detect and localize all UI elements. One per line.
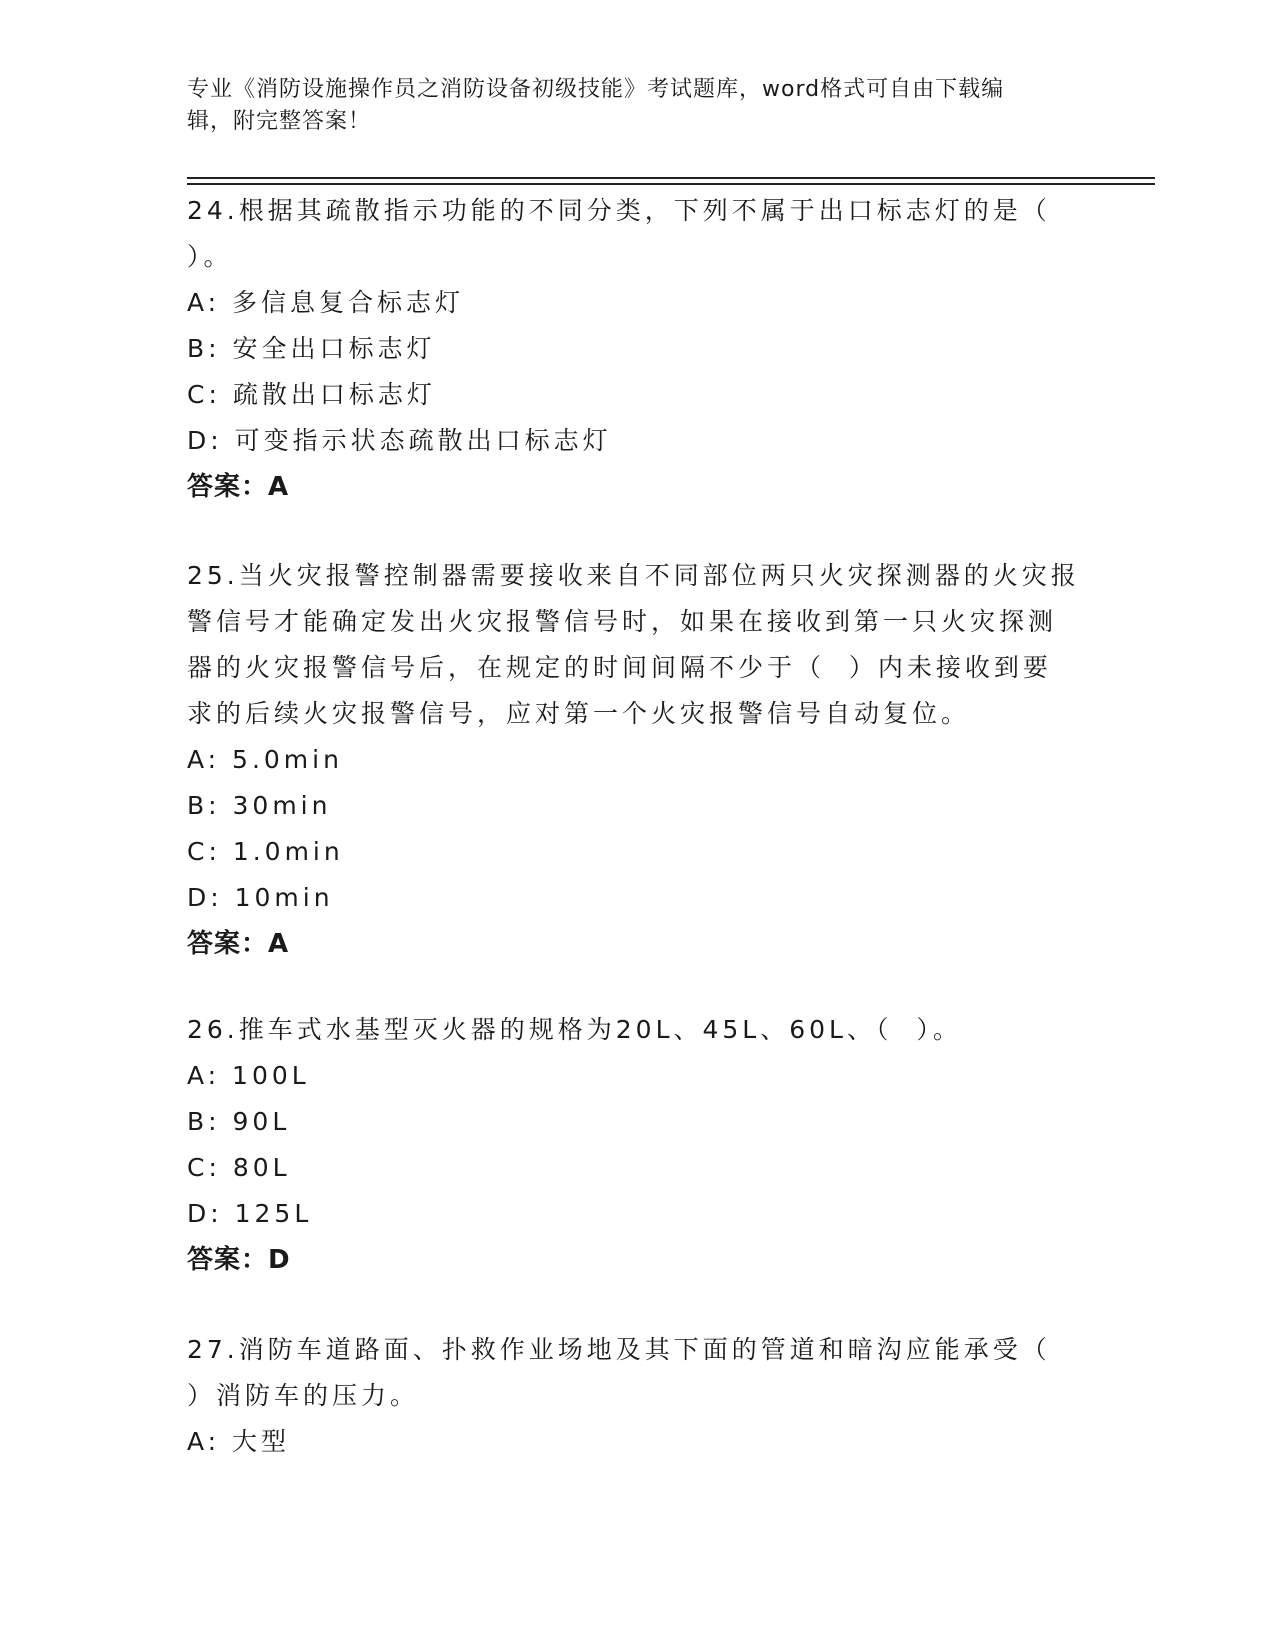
question-27 — [187, 1327, 1087, 1465]
answer-label: 答案：A — [187, 472, 290, 502]
answer-label: 答案：A — [187, 929, 290, 959]
question-stem: 24.根据其疏散指示功能的不同分类，下列不属于出口标志灯的是（ ）。 — [187, 196, 1051, 271]
question-26 — [187, 1007, 1087, 1283]
option-list — [187, 737, 1087, 921]
option-list — [187, 1053, 1087, 1237]
option-b: B: 安全出口标志灯 — [187, 334, 436, 363]
document-header — [187, 74, 1067, 138]
header-divider-top — [187, 177, 1155, 179]
header-divider-bottom — [187, 183, 1155, 185]
question-25 — [187, 553, 1087, 967]
option-b: B: 30min — [187, 791, 332, 820]
option-d: D: 125L — [187, 1199, 313, 1228]
option-list — [187, 280, 1087, 464]
option-c: C: 疏散出口标志灯 — [187, 380, 436, 409]
question-stem: 27.消防车道路面、扑救作业场地及其下面的管道和暗沟应能承受（ ）消防车的压力。 — [187, 1335, 1051, 1410]
option-b: B: 90L — [187, 1107, 291, 1136]
option-d: D: 可变指示状态疏散出口标志灯 — [187, 426, 612, 455]
question-stem: 26.推车式水基型灭火器的规格为20L、45L、60L、（ ）。 — [187, 1015, 962, 1044]
header-line-2: 辑，附完整答案！ — [187, 109, 372, 134]
option-c: C: 1.0min — [187, 837, 344, 866]
question-stem: 25.当火灾报警控制器需要接收来自不同部位两只火灾探测器的火灾报 警信号才能确定发出火灾报警信号时，如果在接收到第一只火灾探测 器的火灾报警信号后，在规定的时间间隔不少于（ ）内未接收到要 求的后续火灾报警信号，应对第一个火灾报警信号自动复位。 — [187, 561, 1080, 728]
option-a: A: 多信息复合标志灯 — [187, 288, 465, 317]
option-a: A: 100L — [187, 1061, 310, 1090]
header-line-1: 专业《消防设施操作员之消防设备初级技能》考试题库，word格式可自由下载编 — [187, 77, 1005, 102]
option-a: A: 5.0min — [187, 745, 343, 774]
option-a: A: 大型 — [187, 1427, 291, 1456]
question-24 — [187, 188, 1087, 510]
option-d: D: 10min — [187, 883, 334, 912]
option-list — [187, 1419, 1087, 1465]
answer-label: 答案：D — [187, 1245, 291, 1275]
option-c: C: 80L — [187, 1153, 291, 1182]
